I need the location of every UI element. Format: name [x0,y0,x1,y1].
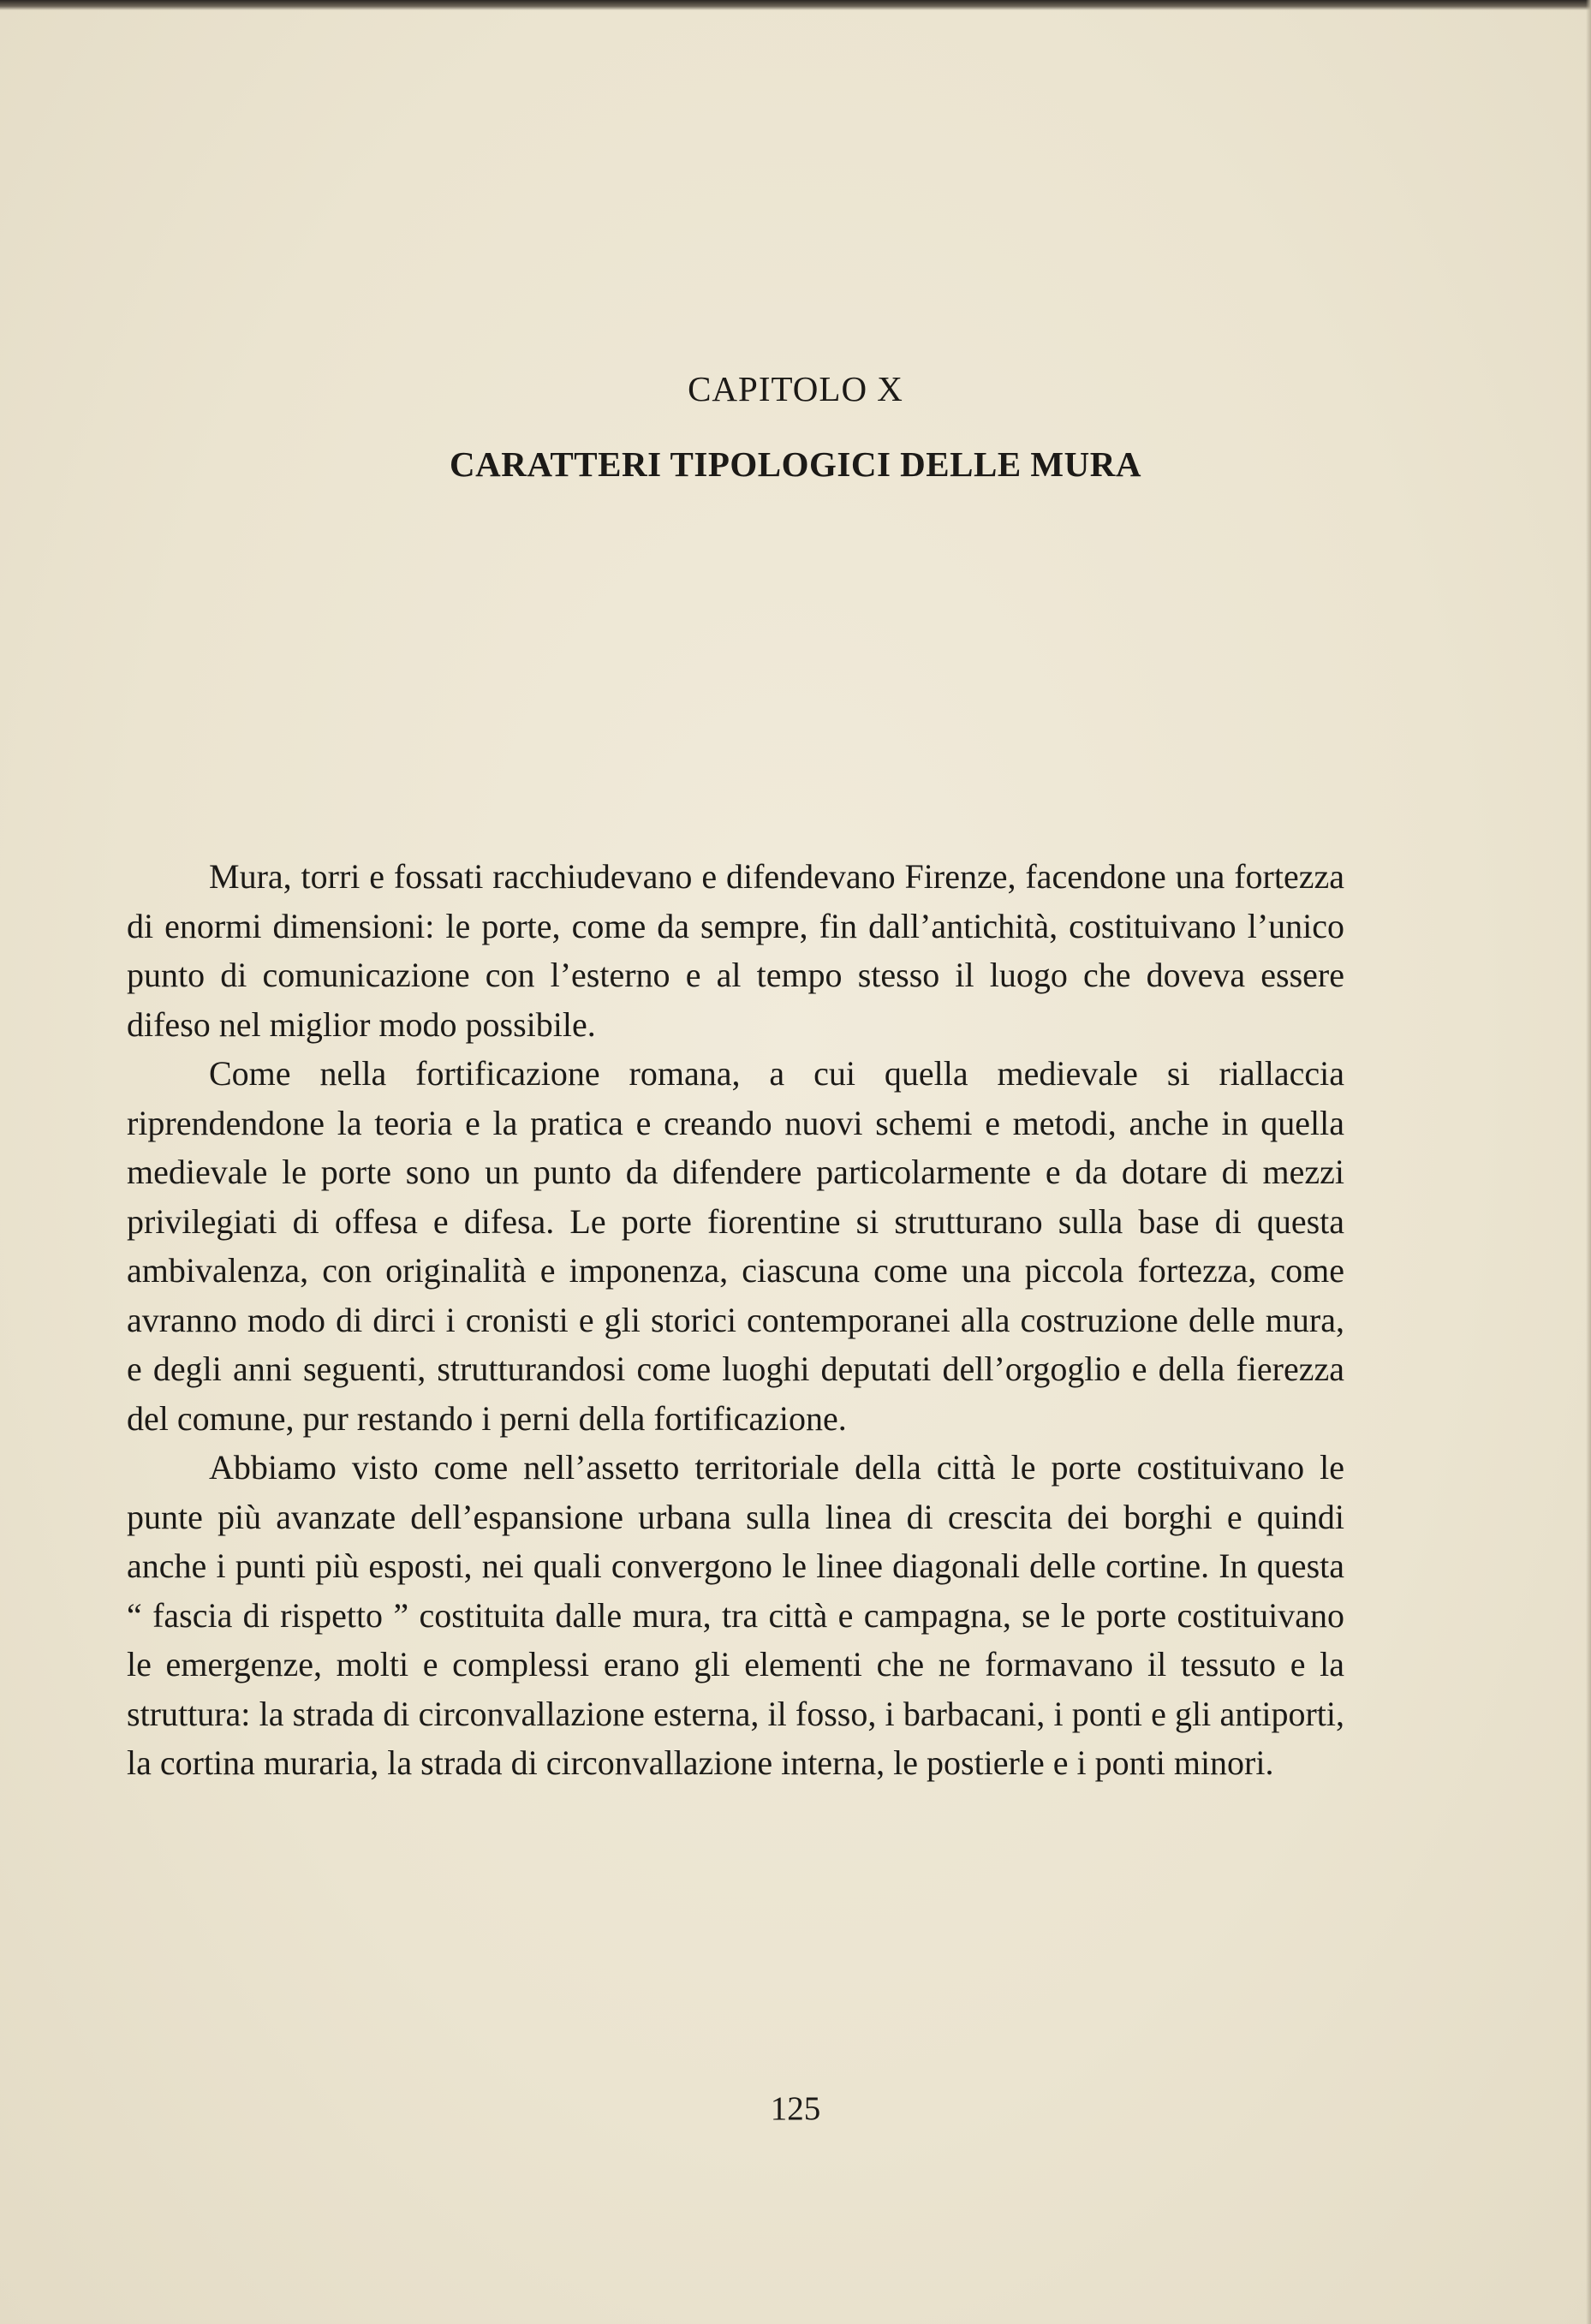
chapter-body [127,852,1344,1788]
page-right-edge [1586,0,1591,2324]
paragraph: Abbiamo visto come nell’assetto territoriale della città le porte costituivano le punte più avanzate dell’espansione urbana sulla linea di crescita dei borghi e quindi anche i punti più esposti, nei quali convergono le linee diagonali delle cortine. In questa “ fascia di rispetto ” costituita dalle mura, tra città e campagna, se le porte costituivano le emergenze, molti e complessi erano gli elementi che ne formavano il tessuto e la struttura: la strada di circonvallazione esterna, il fosso, i barbacani, i ponti e gli antiporti, la cortina muraria, la strada di circonvallazione interna, le postierle e i ponti minori. [127,1448,1344,1782]
page-number: 125 [770,2090,821,2127]
page-top-edge [0,0,1591,10]
paragraph: Come nella fortificazione romana, a cui quella medievale si riallaccia riprendendone la teoria e la pratica e creando nuovi schemi e metodi, anche in quella medievale le porte sono un punto da difendere particolarmente e da dotare di mezzi privilegiati di offesa e difesa. Le porte fiorentine si strutturano sulla base di questa ambivalenza, con originalità e imponenza, ciascuna come una piccola fortezza, come avranno modo di dirci i cronisti e gli storici contemporanei alla costruzione delle mura, e degli anni seguenti, strutturandosi come luoghi deputati dell’orgoglio e della fierezza del comune, pur restando i perni della fortificazione. [127,1054,1344,1438]
chapter-title: CARATTERI TIPOLOGICI DELLE MURA [450,444,1141,484]
paragraph: Mura, torri e fossati racchiudevano e difendevano Firenze, facendone una fortezza di enormi dimensioni: le porte, come da sempre, fin dall’antichità, costituivano l’unico punto di comunicazione con l’esterno e al tempo stesso il luogo che doveva essere difeso nel miglior modo possibile. [127,857,1344,1044]
chapter-label: CAPITOLO X [688,369,903,408]
